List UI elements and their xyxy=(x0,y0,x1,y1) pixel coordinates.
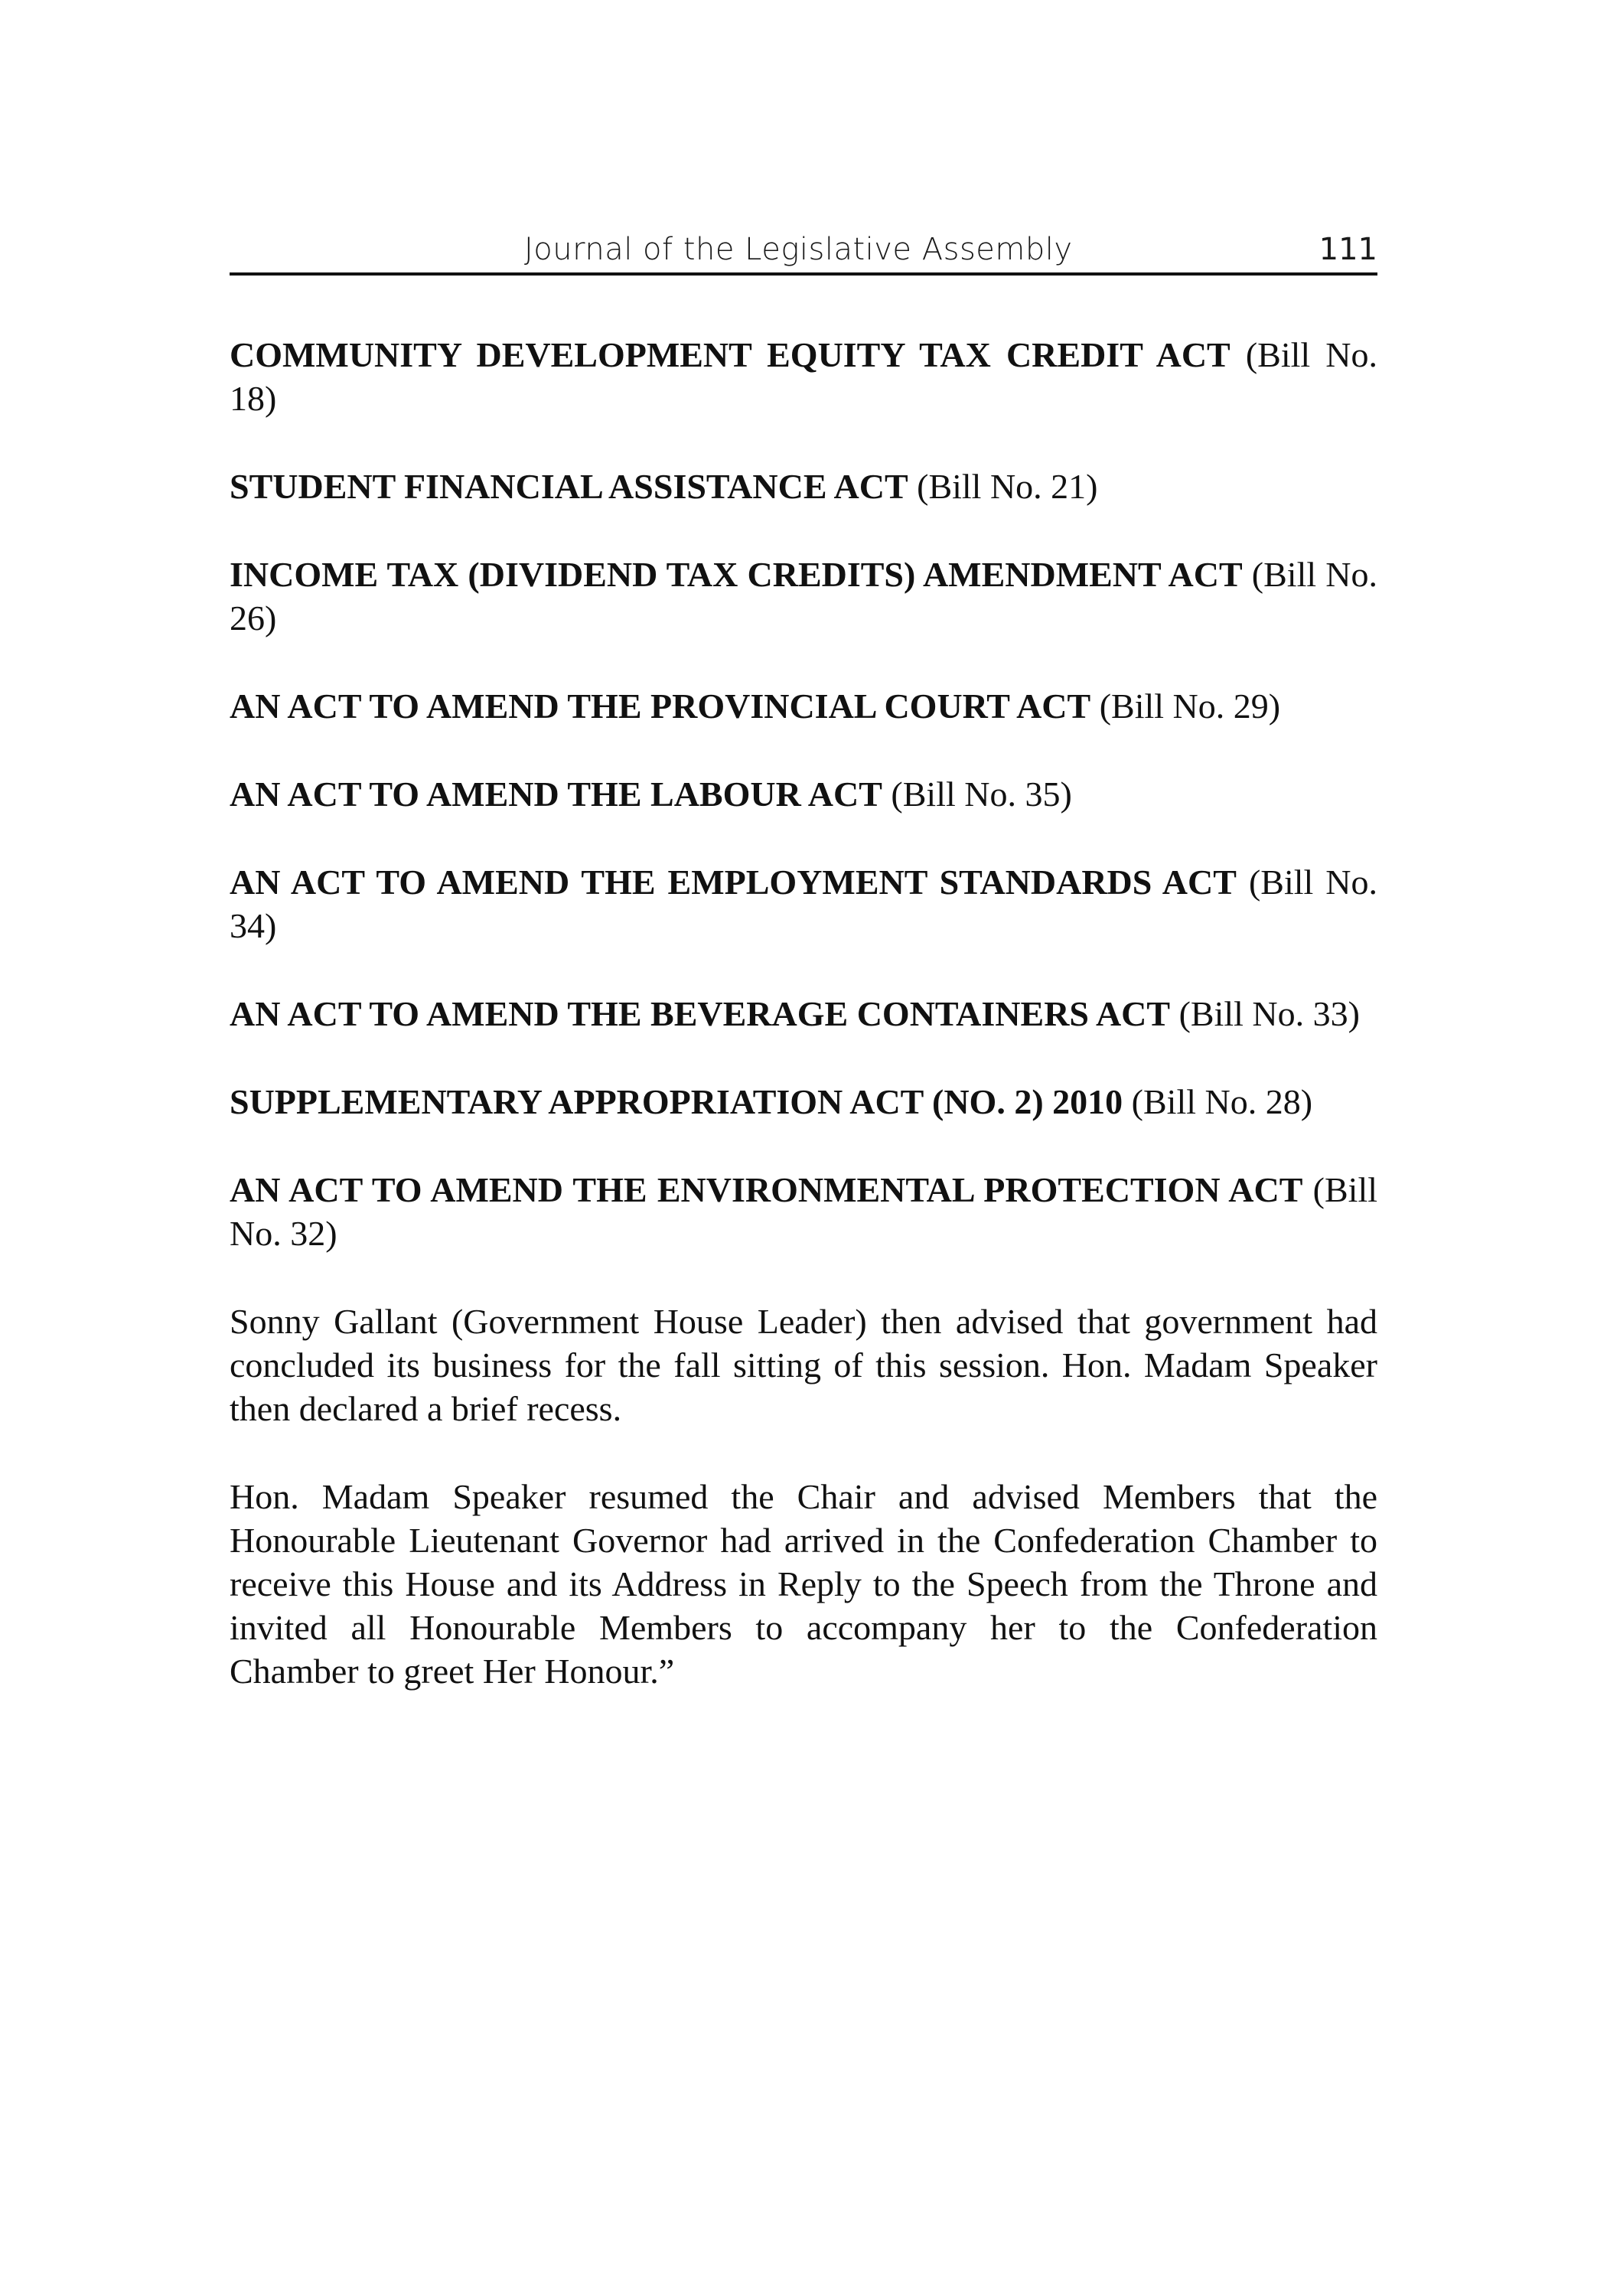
bill-number: (Bill No. 26) xyxy=(230,555,1378,638)
bill-title: COMMUNITY DEVELOPMENT EQUITY TAX CREDIT ACT xyxy=(230,335,1231,374)
running-title: Journal of the Legislative Assembly xyxy=(524,232,1073,267)
body-paragraph: Hon. Madam Speaker resumed the Chair and advised Members that the Honourable Lieutenant Governor had arrived in the Confederation Chamber to receive this House and its Address in Reply to the Speech from the Throne and invited all Honourable Members to accompany her to the Confederation Chamber to greet Her Honour.” xyxy=(230,1477,1377,1691)
journal-page xyxy=(230,0,1377,2296)
bill-entry xyxy=(230,860,1377,947)
body-paragraph: Sonny Gallant (Government House Leader) then advised that government had concluded its business for the fall sitting of this session. Hon. Madam Speaker then declared a brief recess. xyxy=(230,1302,1377,1428)
bill-entry xyxy=(230,992,1377,1035)
bill-title: AN ACT TO AMEND THE ENVIRONMENTAL PROTECTION ACT xyxy=(230,1170,1303,1209)
bill-number: (Bill No. 21) xyxy=(917,467,1098,506)
bill-number: (Bill No. 29) xyxy=(1099,687,1281,726)
bill-title: STUDENT FINANCIAL ASSISTANCE ACT xyxy=(230,467,908,506)
bill-entry xyxy=(230,772,1377,816)
bill-number: (Bill No. 18) xyxy=(230,335,1378,418)
bill-title: AN ACT TO AMEND THE EMPLOYMENT STANDARDS ACT xyxy=(230,863,1237,902)
bill-entry xyxy=(230,1080,1377,1124)
bill-number: (Bill No. 32) xyxy=(230,1170,1378,1253)
bill-title: AN ACT TO AMEND THE LABOUR ACT xyxy=(230,775,882,814)
bill-title: AN ACT TO AMEND THE BEVERAGE CONTAINERS ACT xyxy=(230,994,1171,1033)
bill-entry xyxy=(230,333,1377,420)
bill-entry xyxy=(230,553,1377,640)
bill-number: (Bill No. 33) xyxy=(1178,994,1360,1033)
bill-title: SUPPLEMENTARY APPROPRIATION ACT (NO. 2) 2010 xyxy=(230,1082,1123,1121)
bill-entry xyxy=(230,465,1377,508)
running-header xyxy=(230,230,1377,276)
bill-number: (Bill No. 34) xyxy=(230,863,1378,945)
bill-title: INCOME TAX (DIVIDEND TAX CREDITS) AMENDMENT ACT xyxy=(230,555,1243,594)
journal-content xyxy=(230,333,1377,1737)
bill-entry xyxy=(230,1168,1377,1255)
bill-number: (Bill No. 28) xyxy=(1131,1082,1313,1121)
bill-number: (Bill No. 35) xyxy=(891,775,1072,814)
bill-entry xyxy=(230,684,1377,728)
bill-title: AN ACT TO AMEND THE PROVINCIAL COURT ACT xyxy=(230,687,1091,726)
page-number: 111 xyxy=(1319,232,1377,267)
